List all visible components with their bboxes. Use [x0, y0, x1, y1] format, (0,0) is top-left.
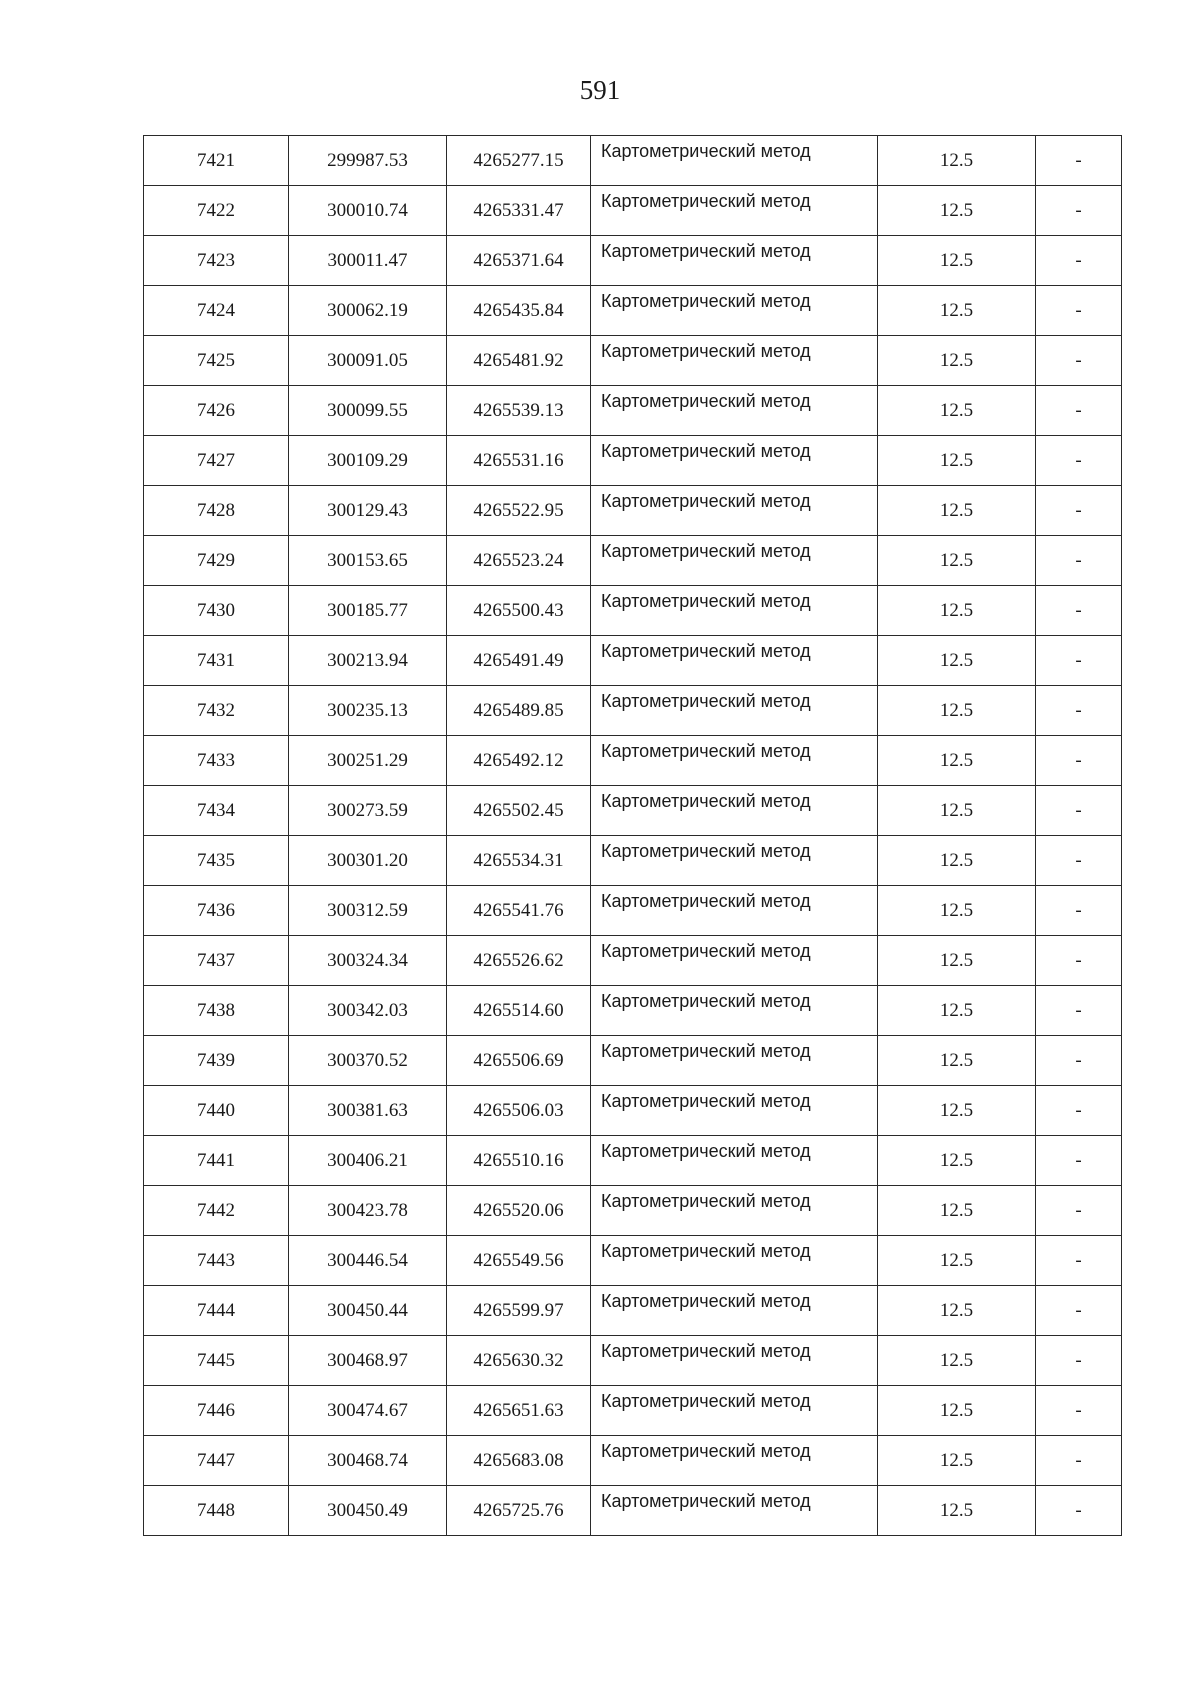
x-coordinate-cell: 300474.67 — [289, 1386, 447, 1436]
point-number-cell: 7446 — [144, 1386, 289, 1436]
table-row — [144, 1036, 1122, 1086]
method-cell: Картометрический метод — [591, 936, 878, 986]
note-cell: - — [1036, 1036, 1122, 1086]
method-cell: Картометрический метод — [591, 836, 878, 886]
point-number-cell: 7430 — [144, 586, 289, 636]
x-coordinate-cell: 300450.44 — [289, 1286, 447, 1336]
note-cell: - — [1036, 736, 1122, 786]
y-coordinate-cell: 4265549.56 — [447, 1236, 591, 1286]
method-cell: Картометрический метод — [591, 486, 878, 536]
x-coordinate-cell: 300129.43 — [289, 486, 447, 536]
x-coordinate-cell: 300450.49 — [289, 1486, 447, 1536]
y-coordinate-cell: 4265506.03 — [447, 1086, 591, 1136]
y-coordinate-cell: 4265541.76 — [447, 886, 591, 936]
point-number-cell: 7439 — [144, 1036, 289, 1086]
point-number-cell: 7442 — [144, 1186, 289, 1236]
y-coordinate-cell: 4265539.13 — [447, 386, 591, 436]
method-cell: Картометрический метод — [591, 386, 878, 436]
note-cell: - — [1036, 936, 1122, 986]
note-cell: - — [1036, 436, 1122, 486]
x-coordinate-cell: 300312.59 — [289, 886, 447, 936]
accuracy-cell: 12.5 — [878, 436, 1036, 486]
x-coordinate-cell: 300091.05 — [289, 336, 447, 386]
method-cell: Картометрический метод — [591, 436, 878, 486]
y-coordinate-cell: 4265531.16 — [447, 436, 591, 486]
table-row — [144, 436, 1122, 486]
table-row — [144, 136, 1122, 186]
x-coordinate-cell: 300011.47 — [289, 236, 447, 286]
accuracy-cell: 12.5 — [878, 636, 1036, 686]
table-row — [144, 286, 1122, 336]
method-cell: Картометрический метод — [591, 636, 878, 686]
note-cell: - — [1036, 986, 1122, 1036]
y-coordinate-cell: 4265630.32 — [447, 1336, 591, 1386]
method-cell: Картометрический метод — [591, 1436, 878, 1486]
table-row — [144, 1136, 1122, 1186]
method-cell: Картометрический метод — [591, 1136, 878, 1186]
table-row — [144, 486, 1122, 536]
table-row — [144, 1336, 1122, 1386]
x-coordinate-cell: 300468.74 — [289, 1436, 447, 1486]
accuracy-cell: 12.5 — [878, 236, 1036, 286]
accuracy-cell: 12.5 — [878, 1286, 1036, 1336]
x-coordinate-cell: 300381.63 — [289, 1086, 447, 1136]
method-cell: Картометрический метод — [591, 736, 878, 786]
method-cell: Картометрический метод — [591, 986, 878, 1036]
y-coordinate-cell: 4265435.84 — [447, 286, 591, 336]
accuracy-cell: 12.5 — [878, 486, 1036, 536]
method-cell: Картометрический метод — [591, 1386, 878, 1436]
accuracy-cell: 12.5 — [878, 1136, 1036, 1186]
accuracy-cell: 12.5 — [878, 1486, 1036, 1536]
x-coordinate-cell: 300010.74 — [289, 186, 447, 236]
note-cell: - — [1036, 1486, 1122, 1536]
x-coordinate-cell: 300213.94 — [289, 636, 447, 686]
method-cell: Картометрический метод — [591, 186, 878, 236]
note-cell: - — [1036, 1136, 1122, 1186]
point-number-cell: 7441 — [144, 1136, 289, 1186]
method-cell: Картометрический метод — [591, 236, 878, 286]
y-coordinate-cell: 4265522.95 — [447, 486, 591, 536]
point-number-cell: 7427 — [144, 436, 289, 486]
method-cell: Картометрический метод — [591, 586, 878, 636]
point-number-cell: 7423 — [144, 236, 289, 286]
x-coordinate-cell: 300423.78 — [289, 1186, 447, 1236]
table-row — [144, 1386, 1122, 1436]
y-coordinate-cell: 4265725.76 — [447, 1486, 591, 1536]
y-coordinate-cell: 4265491.49 — [447, 636, 591, 686]
x-coordinate-cell: 300109.29 — [289, 436, 447, 486]
point-number-cell: 7428 — [144, 486, 289, 536]
accuracy-cell: 12.5 — [878, 886, 1036, 936]
accuracy-cell: 12.5 — [878, 1336, 1036, 1386]
y-coordinate-cell: 4265651.63 — [447, 1386, 591, 1436]
x-coordinate-cell: 300324.34 — [289, 936, 447, 986]
point-number-cell: 7425 — [144, 336, 289, 386]
x-coordinate-cell: 300406.21 — [289, 1136, 447, 1186]
method-cell: Картометрический метод — [591, 1286, 878, 1336]
accuracy-cell: 12.5 — [878, 1386, 1036, 1436]
table-row — [144, 686, 1122, 736]
x-coordinate-cell: 300251.29 — [289, 736, 447, 786]
note-cell: - — [1036, 886, 1122, 936]
x-coordinate-cell: 300235.13 — [289, 686, 447, 736]
y-coordinate-cell: 4265534.31 — [447, 836, 591, 886]
accuracy-cell: 12.5 — [878, 136, 1036, 186]
point-number-cell: 7433 — [144, 736, 289, 786]
x-coordinate-cell: 300185.77 — [289, 586, 447, 636]
table-row — [144, 886, 1122, 936]
table-row — [144, 586, 1122, 636]
x-coordinate-cell: 300446.54 — [289, 1236, 447, 1286]
table-row — [144, 1236, 1122, 1286]
accuracy-cell: 12.5 — [878, 1436, 1036, 1486]
x-coordinate-cell: 300301.20 — [289, 836, 447, 886]
point-number-cell: 7432 — [144, 686, 289, 736]
point-number-cell: 7438 — [144, 986, 289, 1036]
method-cell: Картометрический метод — [591, 886, 878, 936]
y-coordinate-cell: 4265502.45 — [447, 786, 591, 836]
table-row — [144, 986, 1122, 1036]
method-cell: Картометрический метод — [591, 336, 878, 386]
accuracy-cell: 12.5 — [878, 786, 1036, 836]
method-cell: Картометрический метод — [591, 1336, 878, 1386]
y-coordinate-cell: 4265520.06 — [447, 1186, 591, 1236]
table-row — [144, 936, 1122, 986]
accuracy-cell: 12.5 — [878, 386, 1036, 436]
x-coordinate-cell: 300273.59 — [289, 786, 447, 836]
point-number-cell: 7448 — [144, 1486, 289, 1536]
point-number-cell: 7436 — [144, 886, 289, 936]
accuracy-cell: 12.5 — [878, 1186, 1036, 1236]
y-coordinate-cell: 4265523.24 — [447, 536, 591, 586]
accuracy-cell: 12.5 — [878, 986, 1036, 1036]
note-cell: - — [1036, 136, 1122, 186]
table-row — [144, 336, 1122, 386]
table-row — [144, 1086, 1122, 1136]
point-number-cell: 7424 — [144, 286, 289, 336]
coordinates-table — [143, 135, 1122, 1536]
method-cell: Картометрический метод — [591, 1236, 878, 1286]
point-number-cell: 7443 — [144, 1236, 289, 1286]
y-coordinate-cell: 4265371.64 — [447, 236, 591, 286]
table-row — [144, 636, 1122, 686]
accuracy-cell: 12.5 — [878, 936, 1036, 986]
y-coordinate-cell: 4265683.08 — [447, 1436, 591, 1486]
table-row — [144, 236, 1122, 286]
point-number-cell: 7426 — [144, 386, 289, 436]
table-row — [144, 186, 1122, 236]
point-number-cell: 7422 — [144, 186, 289, 236]
accuracy-cell: 12.5 — [878, 536, 1036, 586]
accuracy-cell: 12.5 — [878, 336, 1036, 386]
accuracy-cell: 12.5 — [878, 736, 1036, 786]
point-number-cell: 7429 — [144, 536, 289, 586]
point-number-cell: 7445 — [144, 1336, 289, 1386]
note-cell: - — [1036, 786, 1122, 836]
note-cell: - — [1036, 836, 1122, 886]
note-cell: - — [1036, 386, 1122, 436]
accuracy-cell: 12.5 — [878, 586, 1036, 636]
method-cell: Картометрический метод — [591, 686, 878, 736]
note-cell: - — [1036, 686, 1122, 736]
table-row — [144, 1186, 1122, 1236]
x-coordinate-cell: 299987.53 — [289, 136, 447, 186]
method-cell: Картометрический метод — [591, 1186, 878, 1236]
note-cell: - — [1036, 636, 1122, 686]
note-cell: - — [1036, 1336, 1122, 1386]
method-cell: Картометрический метод — [591, 1486, 878, 1536]
accuracy-cell: 12.5 — [878, 686, 1036, 736]
y-coordinate-cell: 4265277.15 — [447, 136, 591, 186]
method-cell: Картометрический метод — [591, 136, 878, 186]
point-number-cell: 7421 — [144, 136, 289, 186]
method-cell: Картометрический метод — [591, 1036, 878, 1086]
table-row — [144, 386, 1122, 436]
accuracy-cell: 12.5 — [878, 186, 1036, 236]
table-row — [144, 536, 1122, 586]
y-coordinate-cell: 4265510.16 — [447, 1136, 591, 1186]
point-number-cell: 7435 — [144, 836, 289, 886]
point-number-cell: 7440 — [144, 1086, 289, 1136]
accuracy-cell: 12.5 — [878, 1036, 1036, 1086]
method-cell: Картометрический метод — [591, 536, 878, 586]
point-number-cell: 7431 — [144, 636, 289, 686]
note-cell: - — [1036, 586, 1122, 636]
y-coordinate-cell: 4265599.97 — [447, 1286, 591, 1336]
method-cell: Картометрический метод — [591, 1086, 878, 1136]
table-row — [144, 1436, 1122, 1486]
page-number: 591 — [579, 75, 621, 105]
y-coordinate-cell: 4265514.60 — [447, 986, 591, 1036]
x-coordinate-cell: 300153.65 — [289, 536, 447, 586]
note-cell: - — [1036, 1186, 1122, 1236]
y-coordinate-cell: 4265489.85 — [447, 686, 591, 736]
point-number-cell: 7437 — [144, 936, 289, 986]
accuracy-cell: 12.5 — [878, 1086, 1036, 1136]
x-coordinate-cell: 300062.19 — [289, 286, 447, 336]
y-coordinate-cell: 4265506.69 — [447, 1036, 591, 1086]
point-number-cell: 7434 — [144, 786, 289, 836]
note-cell: - — [1036, 186, 1122, 236]
accuracy-cell: 12.5 — [878, 286, 1036, 336]
accuracy-cell: 12.5 — [878, 1236, 1036, 1286]
y-coordinate-cell: 4265492.12 — [447, 736, 591, 786]
accuracy-cell: 12.5 — [878, 836, 1036, 886]
method-cell: Картометрический метод — [591, 286, 878, 336]
point-number-cell: 7444 — [144, 1286, 289, 1336]
x-coordinate-cell: 300099.55 — [289, 386, 447, 436]
note-cell: - — [1036, 1086, 1122, 1136]
note-cell: - — [1036, 486, 1122, 536]
note-cell: - — [1036, 1286, 1122, 1336]
note-cell: - — [1036, 1386, 1122, 1436]
table-row — [144, 1286, 1122, 1336]
y-coordinate-cell: 4265526.62 — [447, 936, 591, 986]
y-coordinate-cell: 4265500.43 — [447, 586, 591, 636]
method-cell: Картометрический метод — [591, 786, 878, 836]
x-coordinate-cell: 300468.97 — [289, 1336, 447, 1386]
coordinates-table-body — [144, 136, 1122, 1536]
table-row — [144, 736, 1122, 786]
note-cell: - — [1036, 1236, 1122, 1286]
note-cell: - — [1036, 286, 1122, 336]
table-row — [144, 836, 1122, 886]
x-coordinate-cell: 300342.03 — [289, 986, 447, 1036]
table-row — [144, 1486, 1122, 1536]
y-coordinate-cell: 4265481.92 — [447, 336, 591, 386]
note-cell: - — [1036, 236, 1122, 286]
y-coordinate-cell: 4265331.47 — [447, 186, 591, 236]
x-coordinate-cell: 300370.52 — [289, 1036, 447, 1086]
note-cell: - — [1036, 536, 1122, 586]
note-cell: - — [1036, 1436, 1122, 1486]
note-cell: - — [1036, 336, 1122, 386]
point-number-cell: 7447 — [144, 1436, 289, 1486]
table-row — [144, 786, 1122, 836]
